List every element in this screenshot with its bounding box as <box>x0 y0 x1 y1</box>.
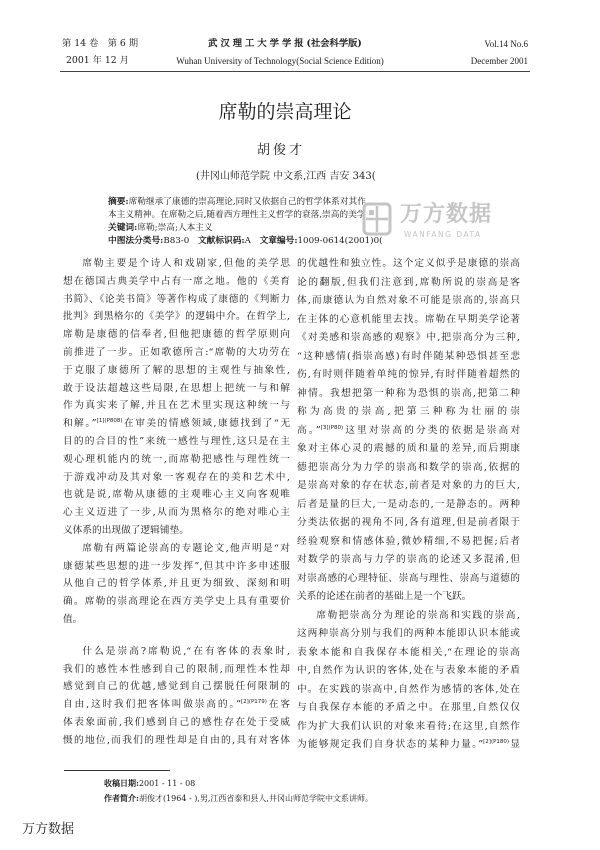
author-name: 胡俊才 <box>256 143 305 158</box>
text-line: 德把崇高分为力学的崇高和数学的崇高,依据的 <box>297 461 520 473</box>
paragraph <box>63 540 290 629</box>
bio-label: 作者简介: <box>104 793 139 803</box>
keywords-label: 关键词: <box>108 223 138 233</box>
text-line <box>297 736 520 755</box>
text-segment: 在审美的情感领域,康德找到了“无 <box>122 418 291 430</box>
text-line: 的优越性和独立性。这个定义似乎是康德的崇高 <box>297 258 520 269</box>
text-line: 想在德国古典美学中占有一席之地。他的《美育 <box>63 275 290 287</box>
text-line: 这两种崇高分别与我们的两种本能即认识本能或 <box>297 628 520 639</box>
text-line: 也就是说,席勒从康德的主观唯心主义向客观唯 <box>63 489 290 501</box>
text-line <box>297 422 520 441</box>
text-line: 神情。我想把第一种称为恐惧的崇高,把第二种 <box>297 387 520 399</box>
text-segment: 为能够规定我们自身状态的某种力量。” <box>297 739 484 750</box>
text-line: 观心理机能内的统一,而席勒把感性与理性统一 <box>63 453 290 465</box>
text-line: 席勒是康德的信奉者,但他把康德的哲学原则向 <box>63 329 290 341</box>
received-value: 2001 - 11 - 08 <box>138 779 196 788</box>
paragraph <box>63 255 290 540</box>
header-rule <box>60 71 530 72</box>
text-line: 席勒有两篇论崇高的专题论文,他声明是“对 <box>82 542 290 554</box>
clc-value: B83-0 <box>163 236 190 246</box>
watermark-name: 万方数据 <box>400 202 493 227</box>
issue-date: 2001 年 12 月 <box>66 55 129 66</box>
paragraph <box>297 255 520 607</box>
text-line <box>63 415 290 433</box>
citation: [1](P808) <box>96 418 123 425</box>
text-line: 对崇高感的心理特征、崇高与理性、崇高与道德的 <box>297 572 520 584</box>
doc-code-value: A <box>244 236 251 246</box>
text-line: 敢于设法超越这些局限,在思想上把统一与和解 <box>63 382 290 394</box>
journal-name <box>150 38 420 50</box>
paragraph <box>297 607 520 755</box>
text-segment: 显 <box>509 739 521 750</box>
body-column-left <box>63 255 290 750</box>
text-line: 在主体的心意机能里去找。席勒在早期美学论著 <box>297 313 520 325</box>
text-line: 书简》、《论美书简》等著作构成了康德的《判断力 <box>63 293 290 305</box>
text-line: 席勒主要是个诗人和戏剧家,但他的美学思 <box>82 258 290 269</box>
text-line: 分类法依据的视角不同,各有道理,但是前者限于 <box>297 517 520 528</box>
citation: [3](P80) <box>320 424 344 431</box>
text-line: 后者是量的巨大,一是动态的,一是静态的。两种 <box>297 498 520 510</box>
text-line: 值。 <box>63 613 83 625</box>
text-line: 论的翻版,但我们注意到,席勒所说的崇高是客 <box>297 276 520 288</box>
text-line: 于游戏冲动及其对象一客观存在的美和艺术中, <box>63 471 290 483</box>
text-line: 称为高贵的崇高,把第三种称为壮丽的崇 <box>297 406 520 417</box>
text-line: 象对主体心灵的震撼的质和量的差异,而后期康 <box>297 443 520 454</box>
wanfang-logo-icon <box>362 202 394 238</box>
abstract-block <box>108 196 383 248</box>
article-no-value: 1009-0614(2001)0( <box>297 236 383 246</box>
text-line: 表象本能和自我保存本能相关,“在理论的崇高 <box>297 646 520 658</box>
text-line: 作为真实来了解,并且在艺术里实现这种统一与 <box>63 400 290 412</box>
author-affiliation: (井冈山师范学院 中文系,江西 吉安 343( <box>196 171 376 182</box>
text-line: 我们的感性本性感到自己的限制,而理性本性却 <box>63 663 290 675</box>
watermark-name-en: WANFANG DATA <box>404 230 482 239</box>
text-line: 与自我保存本能的矛盾之中。在那里,自然仅仅 <box>297 702 520 713</box>
text-line: 什么是崇高?席勒说,“在有客体的表象时, <box>82 645 290 657</box>
citation: [2](P179) <box>241 699 267 706</box>
text-line: 中。在实践的崇高中,自然作为感情的客体,处在 <box>297 683 520 695</box>
text-line: 心主义迈进了一步,从而为黑格尔的绝对唯心主 <box>63 507 290 519</box>
paragraph <box>63 643 290 750</box>
text-line: 《对美感和崇高感的观察》中,把崇高分为三种, <box>297 332 520 343</box>
article-no-label: 文章编号: <box>259 236 298 246</box>
text-line: 批判》到黑格尔的《美学》的逻辑中介。在哲学上, <box>63 311 290 323</box>
text-segment: 和解。” <box>63 418 97 430</box>
body-column-right <box>297 255 520 755</box>
text-line: 感觉到自己的优越,感觉到自己摆脱任何限制的 <box>63 681 290 693</box>
citation: [2](P180) <box>483 739 510 745</box>
keywords-line <box>108 222 358 235</box>
article-title: 席勒的崇高理论 <box>218 101 352 123</box>
footnote-rule <box>64 770 170 771</box>
abstract-label: 摘要: <box>108 197 129 207</box>
watermark-logo <box>362 196 502 248</box>
abstract-text: 席勒继承了康德的崇高理论,同时又依据自己的哲学体系对其作 <box>128 197 366 207</box>
received-label: 收稿日期: <box>104 778 139 788</box>
text-line <box>63 696 290 714</box>
text-segment: 在客 <box>266 699 291 711</box>
text-line: 体表象面前,我们感到自己的感性存在处于受威 <box>63 716 290 728</box>
clc-label: 中图法分类号: <box>108 236 164 246</box>
issue-date-en: December 2001 <box>470 56 528 66</box>
abstract-line: 本主义精神。在席勒之后,随着西方理性主义哲学的衰落,崇高的美学 <box>108 210 366 220</box>
text-line: 义体系的出现做了逻辑铺垫。 <box>63 524 189 536</box>
text-line: 于克服了康德所了解的思想的主观性与抽象性, <box>63 364 290 376</box>
text-line: 体,而康德认为自然对象不可能是崇高的,崇高只 <box>297 295 520 306</box>
bio-value: 胡俊才(1964 - ),男,江西省泰和县人,井冈山师范学院中文系讲师。 <box>138 794 373 803</box>
text-line: 从他自己的哲学体系,并且更为细致、深刻和明 <box>63 578 290 590</box>
classification-line <box>108 235 383 248</box>
journal-edition: (社会科学版) <box>306 38 362 49</box>
text-line: 席勒把崇高分为理论的崇高和实践的崇高, <box>316 609 520 621</box>
received-date <box>104 778 195 789</box>
text-line: 关系的论述在前者的基础上是一个飞跃。 <box>297 591 472 602</box>
text-line: 中,自然作为认识的客体,处在与表象本能的矛盾 <box>297 665 520 676</box>
text-line: 康德某些思想的进一步发挥”,但其中许多申述服 <box>63 560 290 572</box>
text-line: 对数学的崇高与力学的崇高的论述又多混淆,但 <box>297 554 520 565</box>
text-line: 前推进了一步。正如歌德所言:“席勒的大功劳在 <box>63 346 290 358</box>
keywords-text: 席勒;崇高;人本主义 <box>137 223 213 233</box>
text-line: 慑的地位,而我们的理性却是自由的,具有对客体 <box>63 734 290 746</box>
text-segment: 自由,这时我们把客体叫做崇高的。” <box>63 699 242 711</box>
journal-name-en: Wuhan University of Technology(Social Science Edition) <box>176 56 384 66</box>
abstract-line <box>108 196 366 209</box>
footer-brand: 万方数据 <box>22 822 75 837</box>
text-line: 确。席勒的崇高理论在西方美学史上具有重要价 <box>63 596 290 608</box>
text-line: 伤,有时则伴随着单纯的惊异,有时伴随着超然的 <box>297 369 520 380</box>
text-line: 是崇高对象的存在状态,前者是对象的力的巨大, <box>297 480 520 491</box>
text-line: “这种感情(指崇高感)有时伴随某种恐惧甚至悲 <box>297 350 520 362</box>
text-line: 经验观察和情感体验,微妙精细,不易把握;后者 <box>297 535 520 547</box>
text-line: 作为扩大我们认识的对象来看待;在这里,自然作 <box>297 720 520 732</box>
volume-issue: 第 14 卷 第 6 期 <box>62 38 139 49</box>
author-bio <box>104 793 373 804</box>
text-line: 目的的合目的性”来统一感性与理性,这只是在主 <box>63 435 290 447</box>
doc-code-label: 文献标识码: <box>197 236 245 246</box>
volume-issue-en: Vol.14 No.6 <box>484 39 528 49</box>
journal-name-cn: 武汉理工大学学报 <box>208 38 307 49</box>
text-segment: 这里对崇高的分类的依据是崇高对 <box>343 424 521 436</box>
text-segment: 高。” <box>297 424 321 436</box>
